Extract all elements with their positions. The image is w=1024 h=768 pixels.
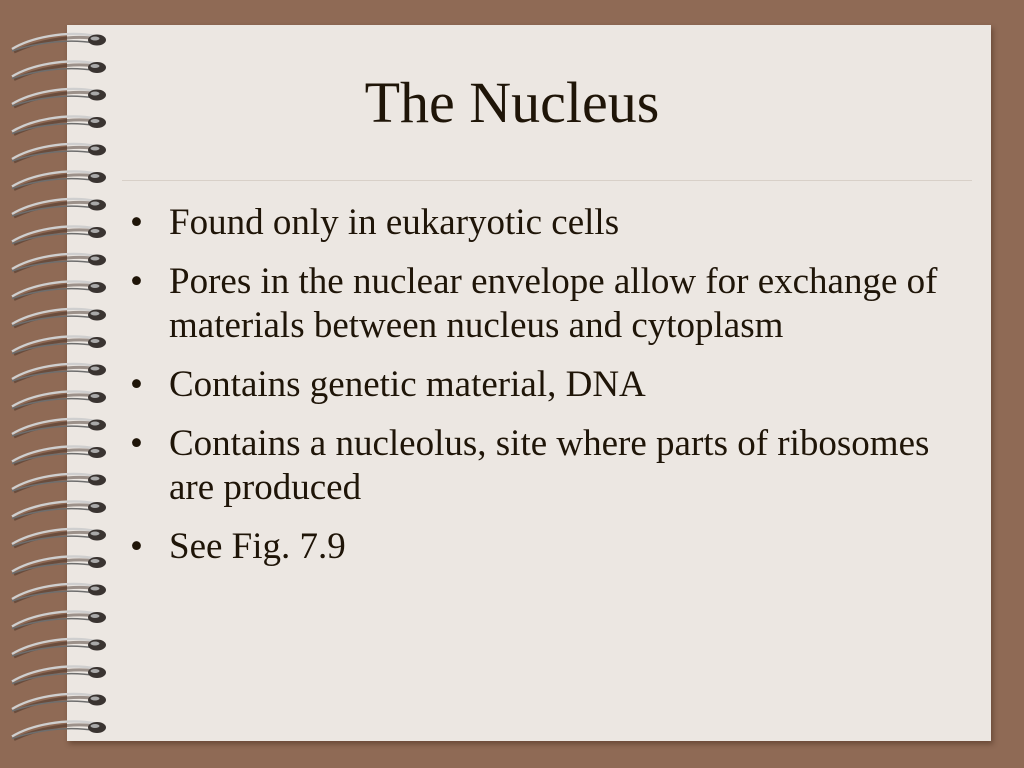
- bullet-text: Pores in the nuclear envelope allow for exchange of materials between nucleus and cytoplasm: [169, 261, 938, 346]
- bullet-list: [127, 201, 977, 584]
- bullet-item: [127, 260, 977, 348]
- bullet-dot-icon: •: [130, 423, 143, 464]
- bullet-item: [127, 422, 977, 510]
- bullet-text: Found only in eukaryotic cells: [169, 202, 620, 243]
- bullet-text: See Fig. 7.9: [169, 526, 346, 567]
- bullet-dot-icon: •: [130, 364, 143, 405]
- bullet-text: Contains genetic material, DNA: [169, 364, 646, 405]
- bullet-item: [127, 525, 977, 569]
- bullet-text: Contains a nucleolus, site where parts of ribosomes are produced: [169, 423, 930, 508]
- bullet-item: [127, 201, 977, 245]
- title-divider: [122, 180, 972, 181]
- slide-title: The Nucleus: [364, 70, 660, 135]
- bullet-dot-icon: •: [130, 202, 143, 243]
- bullet-dot-icon: •: [130, 526, 143, 567]
- bullet-item: [127, 363, 977, 407]
- bullet-dot-icon: •: [130, 261, 143, 302]
